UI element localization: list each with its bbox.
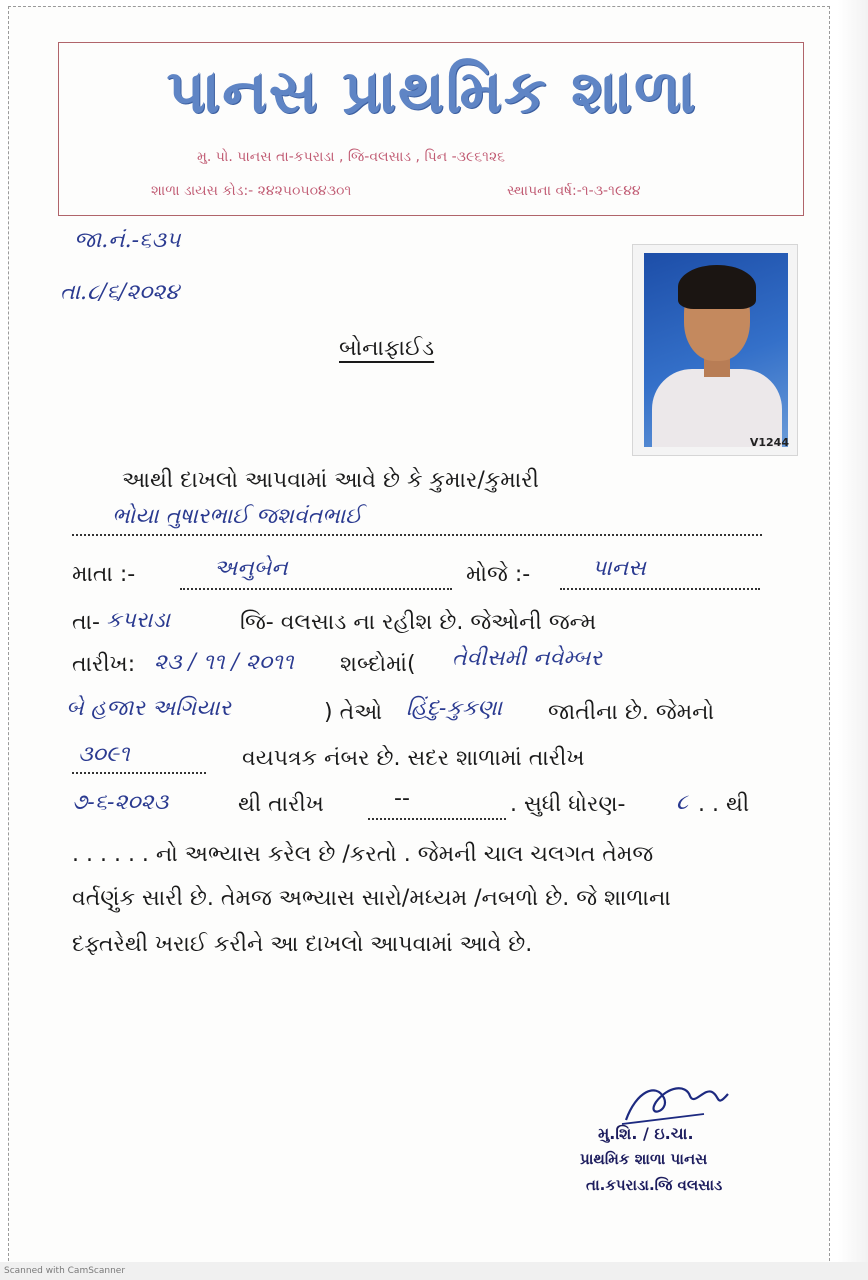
- photo-code: V1244: [749, 436, 789, 449]
- page-edge-shadow: [838, 0, 868, 1280]
- letterhead: [58, 42, 804, 216]
- taluka-name: કપરાડા: [106, 608, 171, 633]
- principal-signature: [616, 1072, 736, 1132]
- closing-text: દફ્તરેથી ખરાઈ કરીને આ દાખલો આપવામાં આવે છે.: [72, 932, 533, 957]
- school-name: પાનસ પ્રાથમિક શાળા: [166, 57, 698, 127]
- scanner-label: Scanned with CamScanner: [4, 1266, 126, 1276]
- reference-number: [74, 228, 180, 253]
- to-date: --: [394, 786, 410, 811]
- body-line-4: [72, 610, 762, 640]
- reference-date-value: તા.૮/૬/૨૦૨૪: [60, 280, 179, 305]
- taluka-prefix: તા-: [72, 610, 100, 635]
- scanner-footer: [0, 1262, 868, 1280]
- caste-value: હિંદુ-કુકણા: [406, 696, 502, 721]
- reference-date: [60, 280, 179, 305]
- established-date: સ્થાપના વર્ષ:-૧-૩-૧૯૪૪: [507, 183, 641, 199]
- body-line-10: [72, 886, 762, 916]
- body-line-2: [72, 504, 762, 538]
- caste-suffix: જાતીના છે. જેમનો: [548, 700, 715, 725]
- standard-value: ૮: [676, 790, 689, 815]
- until-label: . સુધી ધોરણ-: [510, 792, 626, 817]
- from-label-2: . . થી: [698, 792, 750, 817]
- student-name: ભોયા તુષારભાઈ જશવંતભાઈ: [112, 504, 363, 529]
- dob-label: તારીખ:: [72, 652, 136, 677]
- student-photo-frame: [632, 244, 798, 456]
- words-label: શબ્દોમાં(: [340, 652, 416, 677]
- dise-code: શાળા ડાયસ કોડ:- ૨૪૨૫૦૫૦૪૩૦૧: [151, 183, 352, 199]
- body-line-5: [72, 646, 762, 682]
- village-label: મોજે :-: [466, 562, 531, 587]
- dob-words-2: બે હજાર અગિયાર: [66, 696, 231, 721]
- dob-value: ૨૩ / ૧૧ / ૨૦૧૧: [154, 650, 294, 675]
- photo-hair: [678, 265, 756, 309]
- dob-words-1: તેવીસમી નવેમ્બર: [452, 646, 602, 671]
- signatory-place: તા.કપરાડા.જિ વલસાડ: [586, 1176, 723, 1194]
- body-line-3: [72, 556, 762, 592]
- residence-text: જિ- વલસાડ ના રહીશ છે. જેઓની જન્મ: [240, 610, 597, 635]
- from-date: ૭-૬-૨૦૨૩: [72, 790, 169, 815]
- study-status-text: . . . . . . નો અભ્યાસ કરેલ છે /કરતો . જેમની ચાલ ચલગત તેમજ: [72, 842, 654, 867]
- reference-number-value: જા.નં.-૬૩૫: [74, 228, 181, 253]
- village-dotline: [560, 562, 760, 590]
- body-line-1: [72, 468, 762, 498]
- signatory-school: પ્રાથમિક શાળા પાનસ: [580, 1150, 708, 1168]
- register-number: ૩૦૯૧: [78, 742, 130, 767]
- body-line-6: [66, 696, 762, 730]
- mother-name: અનુબેન: [214, 556, 288, 581]
- body-line-11: [72, 932, 762, 962]
- register-text: વયપત્રક નંબર છે. સદર શાળામાં તારીખ: [242, 746, 585, 771]
- body-line-7: [72, 742, 762, 776]
- body-line-9: [72, 842, 762, 872]
- school-address: મુ. પો. પાનસ તા-કપરાડા , જિ-વલસાડ , પિન -૩૯૬૧૨૬: [197, 149, 505, 165]
- mother-label: માતા :-: [72, 562, 136, 587]
- student-photo: [644, 253, 788, 447]
- signatory-role: મુ.શિ. / ઇ.ચા.: [598, 1124, 694, 1143]
- conduct-text: વર્તણુંક સારી છે. તેમજ અભ્યાસ સારો/મધ્યમ /નબળો છે. જે શાળાના: [72, 886, 671, 911]
- to-date-dotline: [368, 792, 506, 820]
- body-line-8: [72, 786, 762, 822]
- village-name: પાનસ: [592, 556, 646, 581]
- intro-text: આથી દાખલો આપવામાં આવે છે કે કુમાર/કુમારી: [122, 468, 539, 493]
- certificate-title: બોનાફાઈડ: [339, 336, 435, 361]
- caste-prefix: ) તેઓ: [324, 700, 383, 725]
- from-label: થી તારીખ: [238, 792, 324, 817]
